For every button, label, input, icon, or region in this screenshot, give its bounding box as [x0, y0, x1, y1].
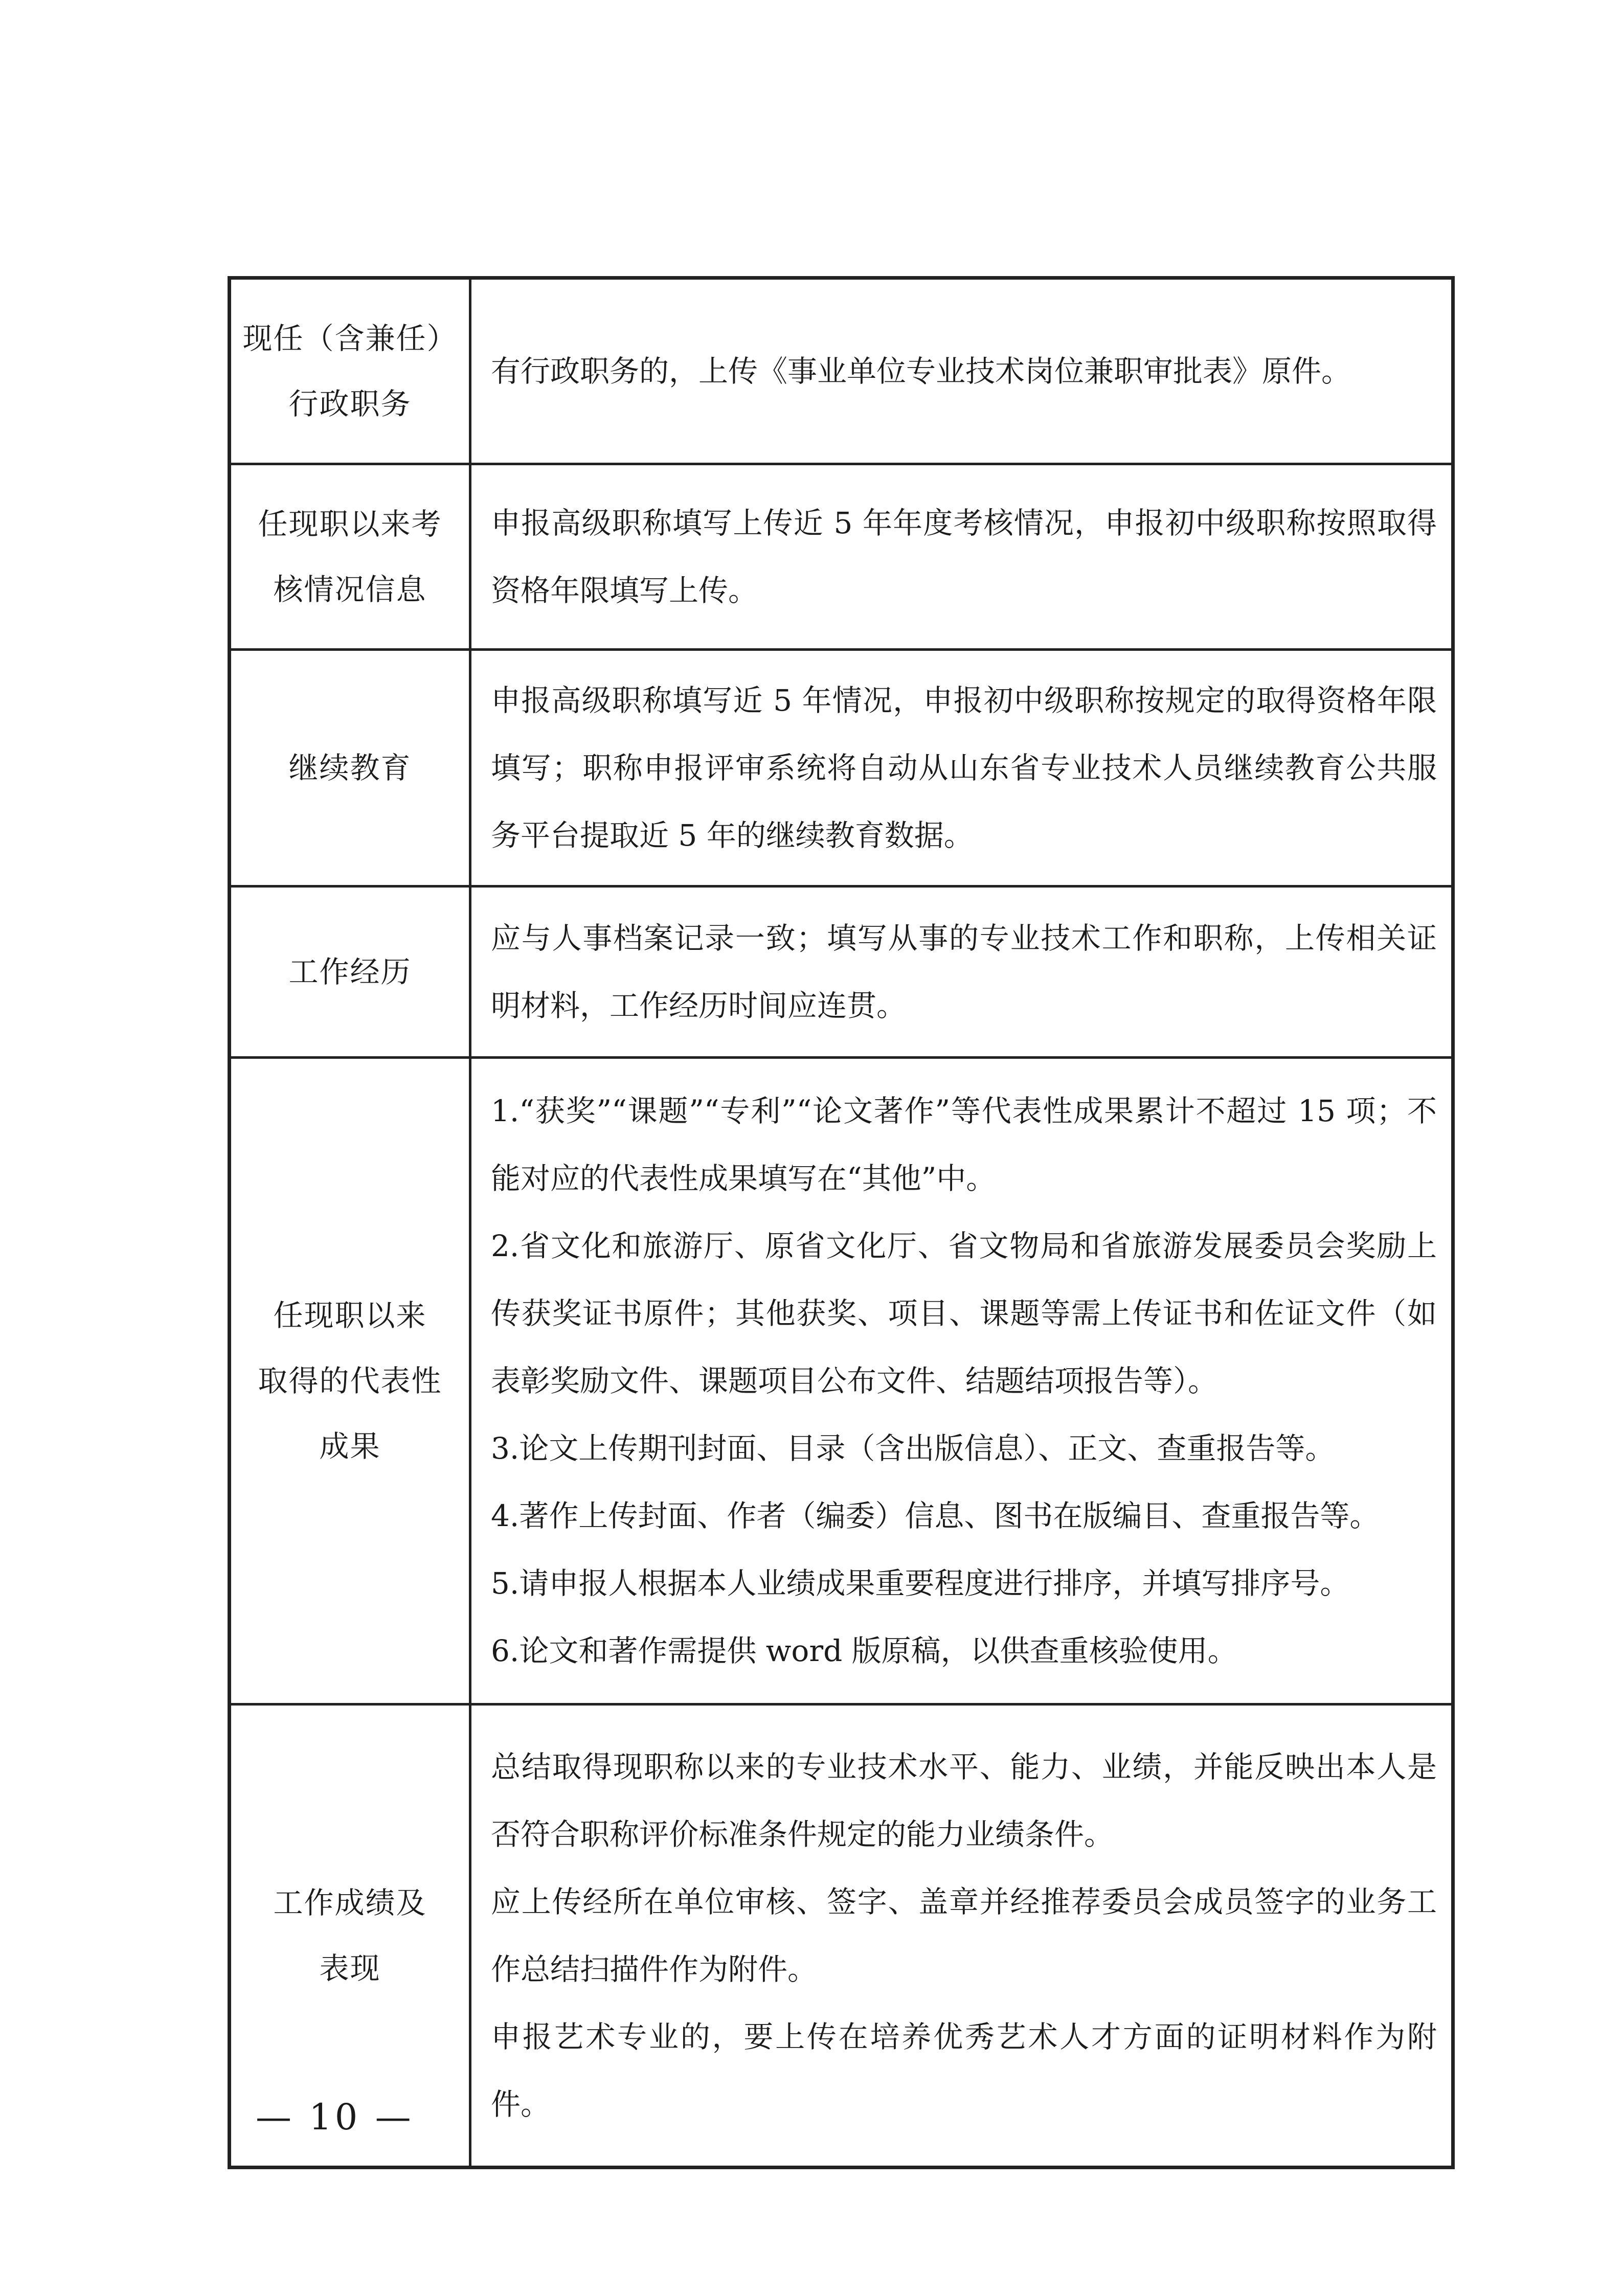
row-content-line: 申报高级职称填写上传近 5 年年度考核情况，申报初中级职称按照取得资格年限填写上传。 — [491, 506, 1437, 608]
row-label: 任现职以来 取得的代表性 成果 — [258, 1298, 442, 1464]
row-content-line: 6.论文和著作需提供 word 版原稿，以供查重核验使用。 — [491, 1633, 1237, 1668]
row-label-cell — [230, 1058, 470, 1704]
table-row — [230, 278, 1453, 464]
row-content-cell — [470, 886, 1453, 1058]
row-content-line: 有行政职务的，上传《事业单位专业技术岗位兼职审批表》原件。 — [491, 354, 1351, 389]
row-content-cell — [470, 464, 1453, 650]
row-label: 工作成绩及 表现 — [273, 1885, 427, 1986]
row-label: 现任（含兼任） 行政职务 — [242, 321, 458, 421]
table-row — [230, 650, 1453, 886]
table-row — [230, 464, 1453, 650]
requirements-table — [228, 276, 1455, 2169]
row-label-cell — [230, 278, 470, 464]
row-label-cell — [230, 650, 470, 886]
row-content-cell — [470, 278, 1453, 464]
row-content-line: 3.论文上传期刊封面、目录（含出版信息）、正文、查重报告等。 — [491, 1431, 1335, 1466]
row-label-cell — [230, 886, 470, 1058]
row-content-line: 总结取得现职称以来的专业技术水平、能力、业绩，并能反映出本人是否符合职称评价标准条件规定的能力业绩条件。 — [491, 1749, 1437, 1852]
row-content-line: 4.著作上传封面、作者（编委）信息、图书在版编目、查重报告等。 — [491, 1498, 1380, 1533]
row-content-cell — [470, 1704, 1453, 2168]
row-label-cell — [230, 464, 470, 650]
row-content-line: 5.请申报人根据本人业绩成果重要程度进行排序，并填写排序号。 — [491, 1566, 1350, 1601]
row-content-line: 1.“获奖”“课题”“专利”“论文著作”等代表性成果累计不超过 15 项；不能对应的代表性成果填写在“其他”中。 — [491, 1094, 1437, 1196]
row-label: 继续教育 — [288, 751, 412, 785]
row-content-cell — [470, 650, 1453, 886]
page-number: — 10 — — [256, 2096, 414, 2138]
row-content-line: 申报艺术专业的，要上传在培养优秀艺术人才方面的证明材料作为附件。 — [491, 2019, 1437, 2122]
table-row — [230, 886, 1453, 1058]
row-content-line: 应上传经所在单位审核、签字、盖章并经推荐委员会成员签字的业务工作总结扫描件作为附件。 — [491, 1884, 1437, 1987]
row-content-line: 应与人事档案记录一致；填写从事的专业技术工作和职称，上传相关证明材料，工作经历时间应连贯。 — [491, 921, 1437, 1023]
row-content-line: 申报高级职称填写近 5 年情况，申报初中级职称按规定的取得资格年限填写；职称申报评审系统将自动从山东省专业技术人员继续教育公共服务平台提取近 5 年的继续教育数据。 — [491, 683, 1437, 853]
row-label: 任现职以来考 核情况信息 — [258, 507, 442, 607]
row-content-cell — [470, 1058, 1453, 1704]
row-label: 工作经历 — [288, 954, 412, 989]
table-row — [230, 1058, 1453, 1704]
row-content-line: 2.省文化和旅游厅、原省文化厅、省文物局和省旅游发展委员会奖励上传获奖证书原件；其他获奖、项目、课题等需上传证书和佐证文件（如表彰奖励文件、课题项目公布文件、结题结项报告等）。 — [491, 1229, 1437, 1398]
